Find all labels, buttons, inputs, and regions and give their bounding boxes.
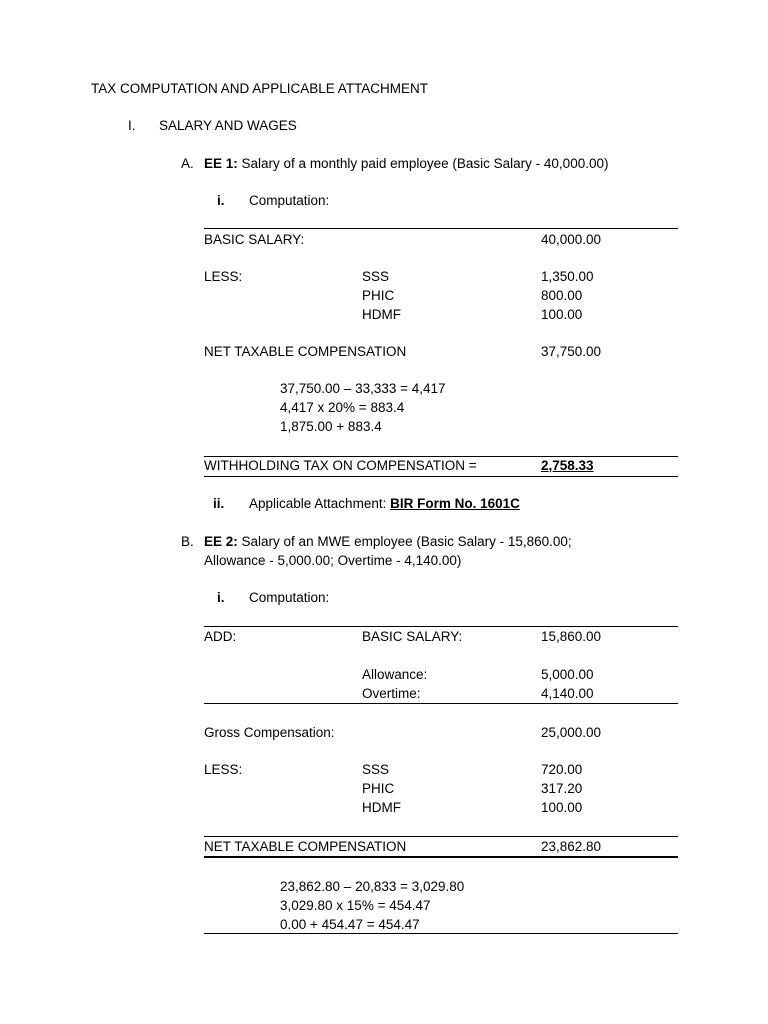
ee2-gross-value: 25,000.00 xyxy=(541,725,602,740)
ee1-deduction-amount: 1,350.00 xyxy=(541,269,594,284)
ee1-attachment-numeral: ii. xyxy=(213,496,225,511)
ee1-computation-numeral: i. xyxy=(217,193,225,208)
ee1-withholding-value: 2,758.33 xyxy=(541,458,594,473)
ee2-calc-bottom-rule xyxy=(204,933,678,934)
ee1-table-top-rule xyxy=(204,228,678,229)
ee1-title: Salary of a monthly paid employee (Basic Salary - 40,000.00) xyxy=(241,156,609,171)
ee2-addition-amount: 4,140.00 xyxy=(541,686,594,701)
document-heading: TAX COMPUTATION AND APPLICABLE ATTACHMENT xyxy=(91,81,429,96)
ee1-basic-salary-label: BASIC SALARY: xyxy=(204,232,305,247)
ee2-less-label: LESS: xyxy=(204,762,243,777)
ee2-calc-line: 0.00 + 454.47 = 454.47 xyxy=(280,917,420,932)
ee1-withholding-top-rule xyxy=(204,456,678,457)
ee1-withholding-label: WITHHOLDING TAX ON COMPENSATION = xyxy=(204,458,477,473)
ee1-basic-salary-value: 40,000.00 xyxy=(541,232,602,247)
ee2-net-taxable-bottom-rule xyxy=(204,856,678,858)
ee2-heading xyxy=(204,534,572,550)
ee1-calc-line: 4,417 x 20% = 883.4 xyxy=(280,400,405,415)
ee2-add-label: ADD: xyxy=(204,629,237,644)
ee2-letter: B. xyxy=(181,534,194,549)
ee1-calc-line: 1,875.00 + 883.4 xyxy=(280,419,382,434)
ee1-computation-label: Computation: xyxy=(249,193,330,208)
ee1-deduction-name: PHIC xyxy=(362,288,395,303)
ee2-deduction-name: SSS xyxy=(362,762,390,777)
ee2-title-line1: Salary of an MWE employee (Basic Salary - 15,860.00; xyxy=(241,534,572,549)
ee1-less-label: LESS: xyxy=(204,269,243,284)
ee1-label: EE 1: xyxy=(204,156,238,171)
section-title: SALARY AND WAGES xyxy=(159,118,297,133)
ee2-computation-numeral: i. xyxy=(217,590,225,605)
ee2-deduction-name: PHIC xyxy=(362,781,395,796)
ee2-deduction-amount: 100.00 xyxy=(541,800,583,815)
section-numeral: I. xyxy=(128,118,136,133)
ee2-addition-name: Overtime: xyxy=(362,686,421,701)
ee1-attachment-form: BIR Form No. 1601C xyxy=(390,496,520,511)
ee1-deduction-amount: 800.00 xyxy=(541,288,583,303)
ee2-addition-name: Allowance: xyxy=(362,667,428,682)
ee1-attachment xyxy=(249,496,520,512)
ee1-attachment-label: Applicable Attachment: xyxy=(249,496,387,511)
ee1-calc-line: 37,750.00 – 33,333 = 4,417 xyxy=(280,381,446,396)
ee2-label: EE 2: xyxy=(204,534,238,549)
ee2-deduction-amount: 317.20 xyxy=(541,781,583,796)
ee2-addition-name: BASIC SALARY: xyxy=(362,629,463,644)
ee2-calc-line: 3,029.80 x 15% = 454.47 xyxy=(280,898,431,913)
ee2-net-taxable-value: 23,862.80 xyxy=(541,839,602,854)
ee2-addition-amount: 15,860.00 xyxy=(541,629,602,644)
ee1-letter: A. xyxy=(181,156,194,171)
ee2-calc-line: 23,862.80 – 20,833 = 3,029.80 xyxy=(280,879,465,894)
ee2-deduction-amount: 720.00 xyxy=(541,762,583,777)
ee1-deduction-name: SSS xyxy=(362,269,390,284)
ee1-deduction-name: HDMF xyxy=(362,307,401,322)
ee2-additions-bottom-rule xyxy=(204,703,678,704)
ee2-addition-amount: 5,000.00 xyxy=(541,667,594,682)
ee2-gross-label: Gross Compensation: xyxy=(204,725,335,740)
ee1-deduction-amount: 100.00 xyxy=(541,307,583,322)
ee2-deduction-name: HDMF xyxy=(362,800,401,815)
ee2-net-taxable-top-rule xyxy=(204,836,678,837)
ee2-table-top-rule xyxy=(204,626,678,627)
ee1-heading xyxy=(204,156,608,172)
ee1-net-taxable-value: 37,750.00 xyxy=(541,344,602,359)
ee1-net-taxable-label: NET TAXABLE COMPENSATION xyxy=(204,344,407,359)
ee2-computation-label: Computation: xyxy=(249,590,330,605)
ee2-title-line2: Allowance - 5,000.00; Overtime - 4,140.00) xyxy=(204,553,462,568)
ee2-net-taxable-label: NET TAXABLE COMPENSATION xyxy=(204,839,407,854)
ee1-withholding-bottom-rule xyxy=(204,476,678,477)
